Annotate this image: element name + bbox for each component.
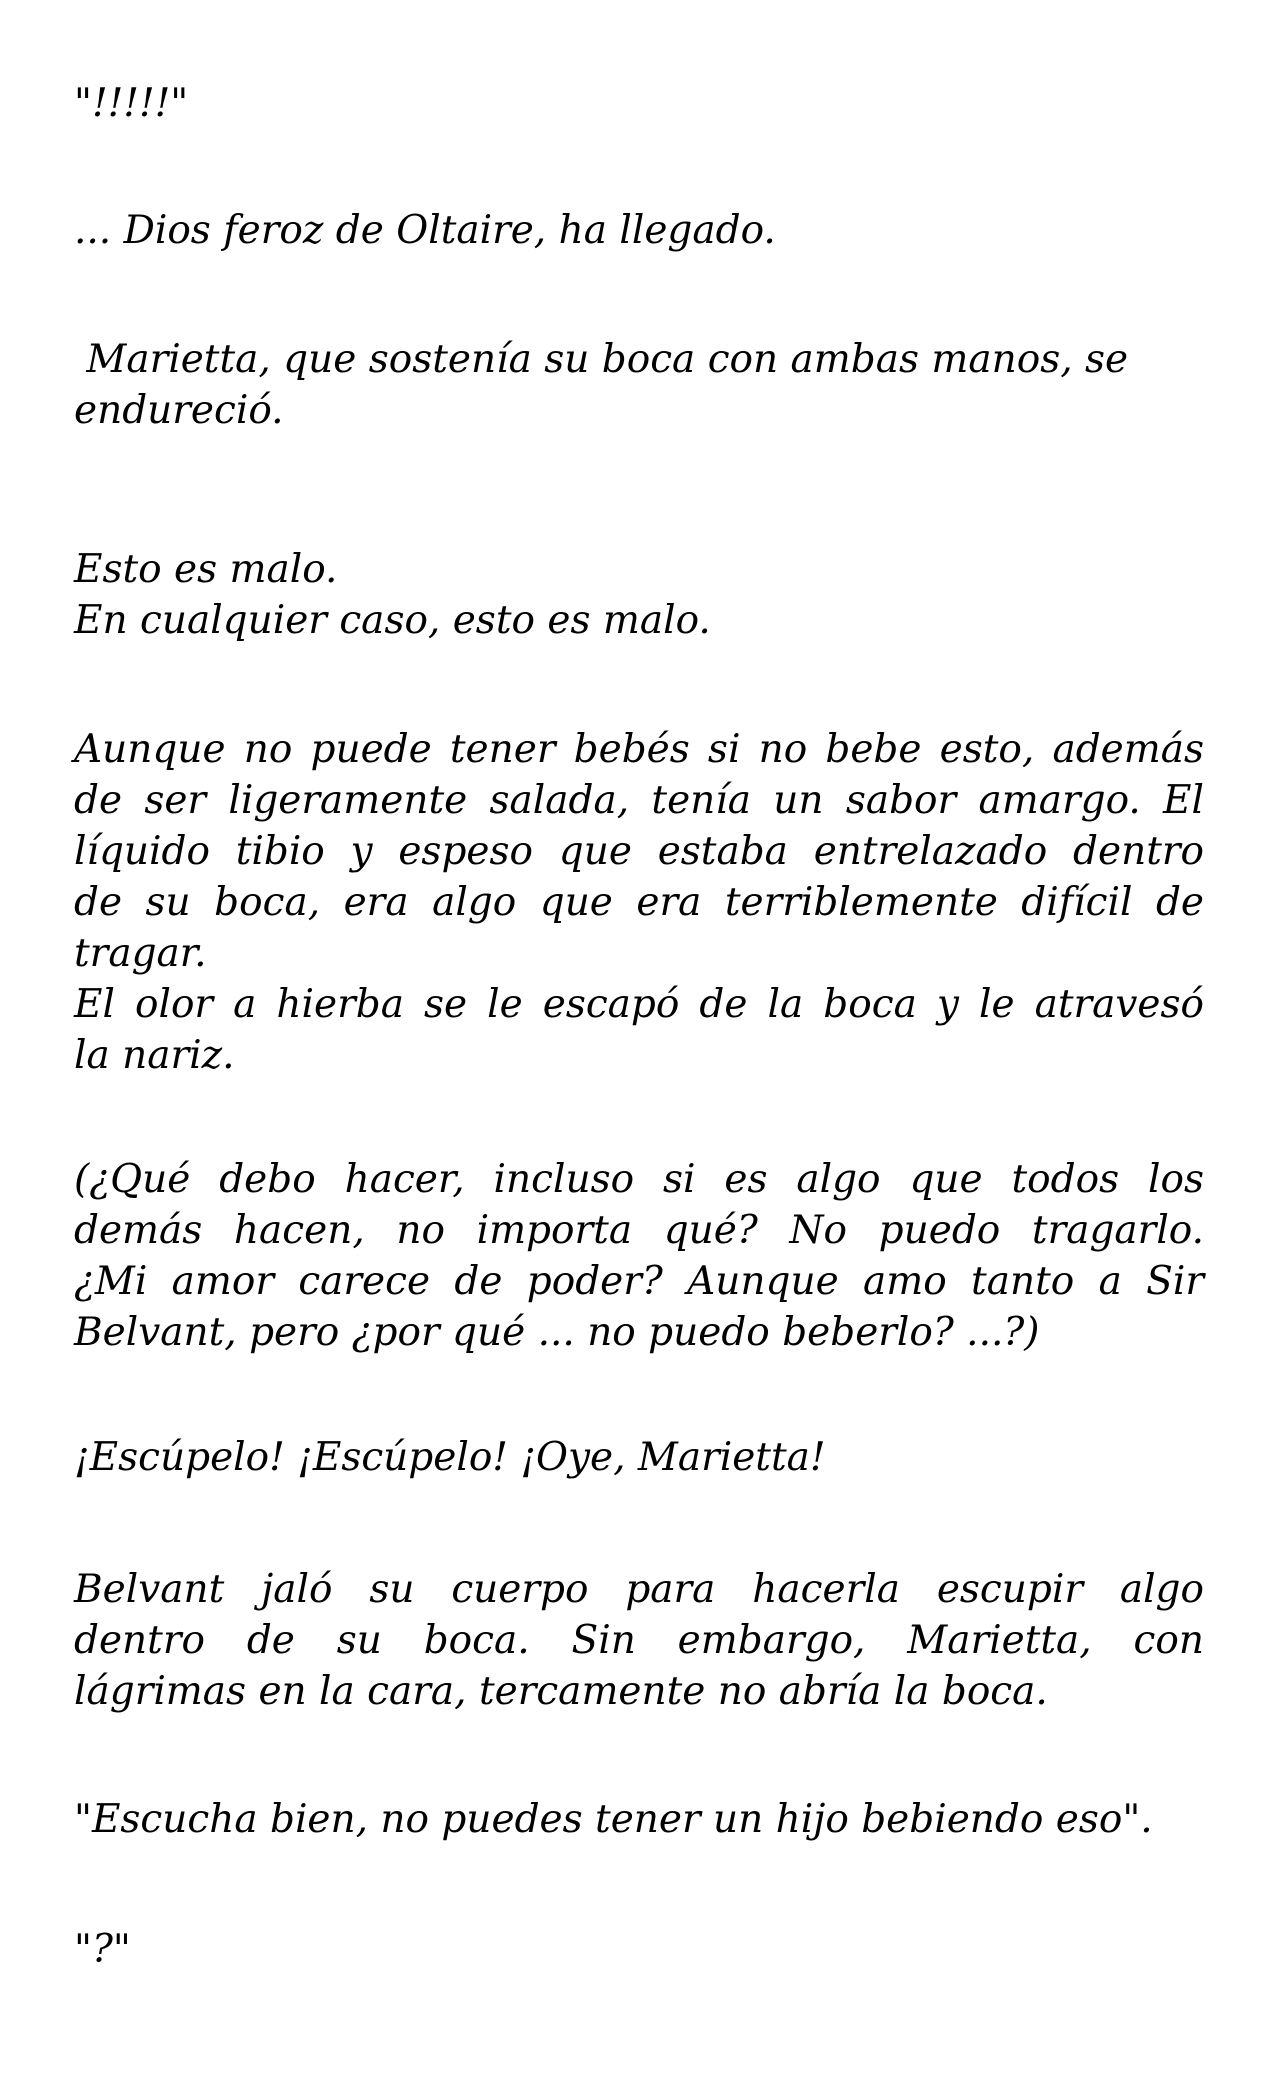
text-line: dentro de su boca. Sin embargo, Marietta, con — [74, 1618, 1204, 1663]
paragraph-marietta-stiffened — [74, 334, 1204, 436]
text-line: El olor a hierba se le escapó de la boca y le atravesó — [74, 982, 1204, 1027]
paragraph-this-is-bad — [74, 544, 1204, 646]
text-line: "Escucha bien, no puedes tener un hijo bebiendo eso". — [74, 1797, 1153, 1842]
paragraph-inner-thoughts — [74, 1154, 1204, 1358]
text-line: Aunque no puede tener bebés si no bebe esto, además — [74, 727, 1204, 772]
text-line: ¡Escúpelo! ¡Escúpelo! ¡Oye, Marietta! — [74, 1435, 826, 1480]
text-line: Marietta, que sostenía su boca con ambas manos, se — [74, 337, 1129, 382]
paragraph-bitter-taste — [74, 724, 1204, 1081]
paragraph-listen-well — [74, 1794, 1204, 1845]
text-line: "!!!!!" — [74, 81, 189, 126]
text-line: endureció. — [74, 388, 284, 433]
text-line: Esto es malo. — [74, 547, 338, 592]
text-line: ¿Mi amor carece de poder? Aunque amo tanto a Sir — [74, 1259, 1204, 1304]
text-line: la nariz. — [74, 1033, 235, 1078]
text-line: de ser ligeramente salada, tenía un sabor amargo. El — [74, 778, 1204, 823]
text-line: En cualquier caso, esto es malo. — [74, 598, 711, 643]
text-line: ... Dios feroz de Oltaire, ha llegado. — [74, 208, 776, 253]
text-line: Belvant, pero ¿por qué ... no puedo beberlo? ...?) — [74, 1310, 1040, 1355]
text-line: lágrimas en la cara, tercamente no abría la boca. — [74, 1669, 1048, 1714]
paragraph-question — [74, 1924, 1204, 1975]
text-line: (¿Qué debo hacer, incluso si es algo que todos los — [74, 1157, 1204, 1202]
text-line: tragar. — [74, 931, 207, 976]
text-line: "?" — [74, 1927, 131, 1972]
text-line: líquido tibio y espeso que estaba entrelazado dentro — [74, 829, 1204, 874]
text-line: de su boca, era algo que era terriblemente difícil de — [74, 880, 1204, 925]
paragraph-belvant-pulled — [74, 1564, 1204, 1717]
paragraph-spit-it-out — [74, 1432, 1204, 1483]
text-line: Belvant jaló su cuerpo para hacerla escupir algo — [74, 1567, 1204, 1612]
text-line: demás hacen, no importa qué? No puedo tragarlo. — [74, 1208, 1204, 1253]
paragraph-god-arrived — [74, 205, 1204, 256]
paragraph-exclamation — [74, 78, 1204, 129]
